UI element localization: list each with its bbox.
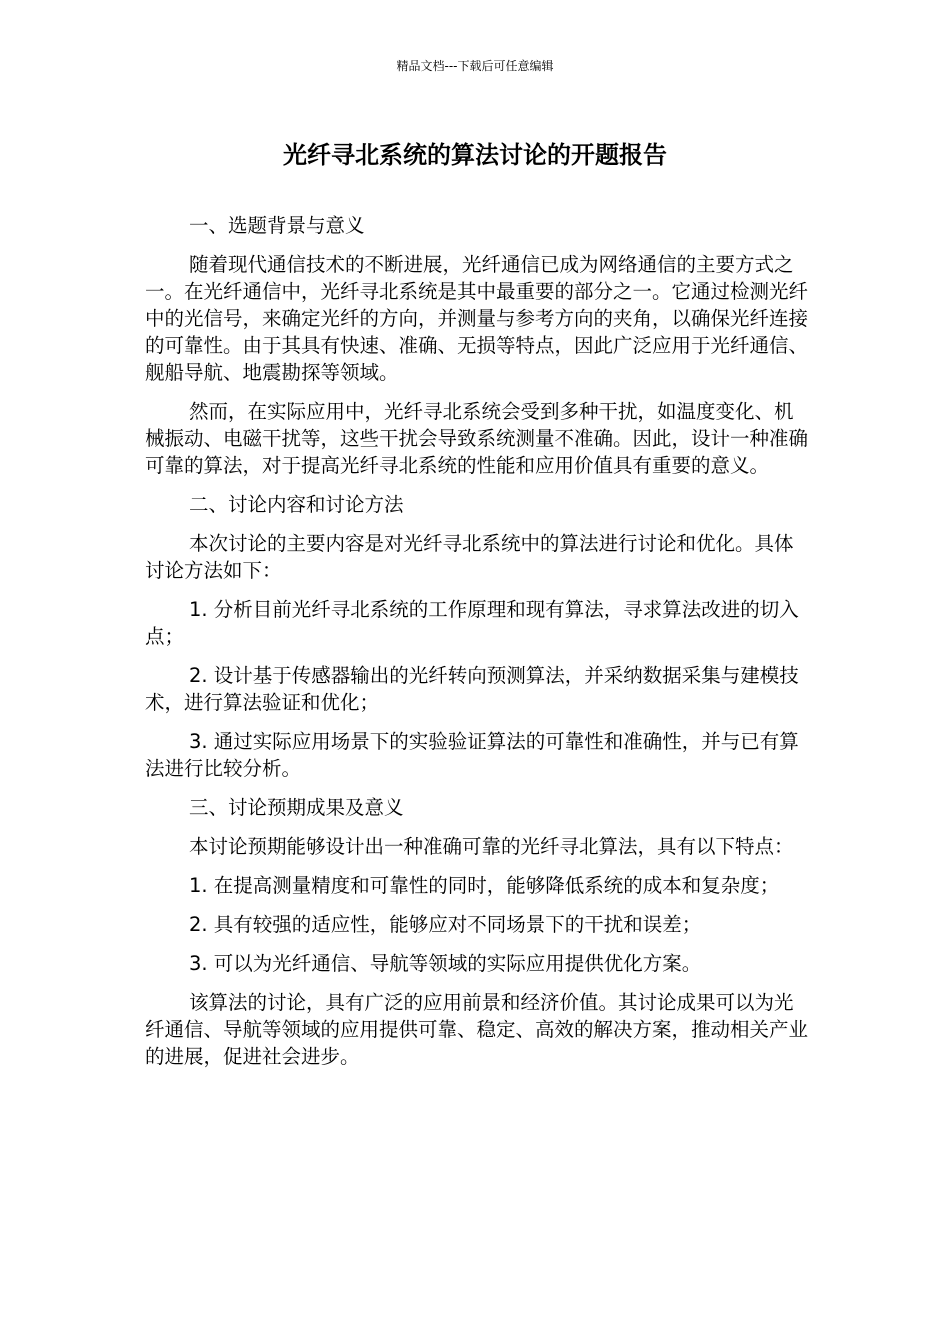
header-note: 精品文档---下载后可任意编辑	[396, 59, 554, 73]
document-title: 光纤寻北系统的算法讨论的开题报告	[283, 141, 667, 169]
paragraph-expected-intro: 本讨论预期能够设计出一种准确可靠的光纤寻北算法，具有以下特点：	[189, 835, 794, 858]
paragraph-background-2: 然而，在实际应用中，光纤寻北系统会受到多种干扰，如温度变化、机械振动、电磁干扰等，这些干扰会导致系统测量不准确。因此，设计一种准确可靠的算法，对于提高光纤寻北系统的性能和应用价值具有重要的意义。	[145, 400, 809, 477]
list-item-method-1: 1. 分析目前光纤寻北系统的工作原理和现有算法，寻求算法改进的切入点；	[145, 598, 799, 648]
list-item-method-3: 3. 通过实际应用场景下的实验验证算法的可靠性和准确性，并与已有算法进行比较分析。	[145, 730, 799, 780]
document-body	[145, 212, 810, 1082]
paragraph-background-1: 随着现代通信技术的不断进展，光纤通信已成为网络通信的主要方式之一。在光纤通信中，光纤寻北系统是其中最重要的部分之一。它通过检测光纤中的光信号，来确定光纤的方向，并测量与参考方向的夹角，以确保光纤连接的可靠性。由于其具有快速、准确、无损等特点，因此广泛应用于光纤通信、舰船导航、地震勘探等领域。	[145, 253, 809, 384]
section-heading-content-method: 二、讨论内容和讨论方法	[189, 493, 404, 516]
section-heading-background: 一、选题背景与意义	[189, 214, 365, 237]
paragraph-conclusion: 该算法的讨论，具有广泛的应用前景和经济价值。其讨论成果可以为光纤通信、导航等领域的应用提供可靠、稳定、高效的解决方案，推动相关产业的进展，促进社会进步。	[145, 991, 809, 1068]
list-item-feature-1: 1. 在提高测量精度和可靠性的同时，能够降低系统的成本和复杂度；	[189, 874, 780, 897]
list-item-method-2: 2. 设计基于传感器输出的光纤转向预测算法，并采纳数据采集与建模技术，进行算法验证和优化；	[145, 664, 799, 714]
list-item-feature-2: 2. 具有较强的适应性，能够应对不同场景下的干扰和误差；	[189, 913, 702, 936]
section-heading-expected-results: 三、讨论预期成果及意义	[189, 796, 404, 819]
paragraph-content-intro: 本次讨论的主要内容是对光纤寻北系统中的算法进行讨论和优化。具体讨论方法如下：	[145, 532, 794, 582]
list-item-feature-3: 3. 可以为光纤通信、导航等领域的实际应用提供优化方案。	[189, 952, 702, 975]
